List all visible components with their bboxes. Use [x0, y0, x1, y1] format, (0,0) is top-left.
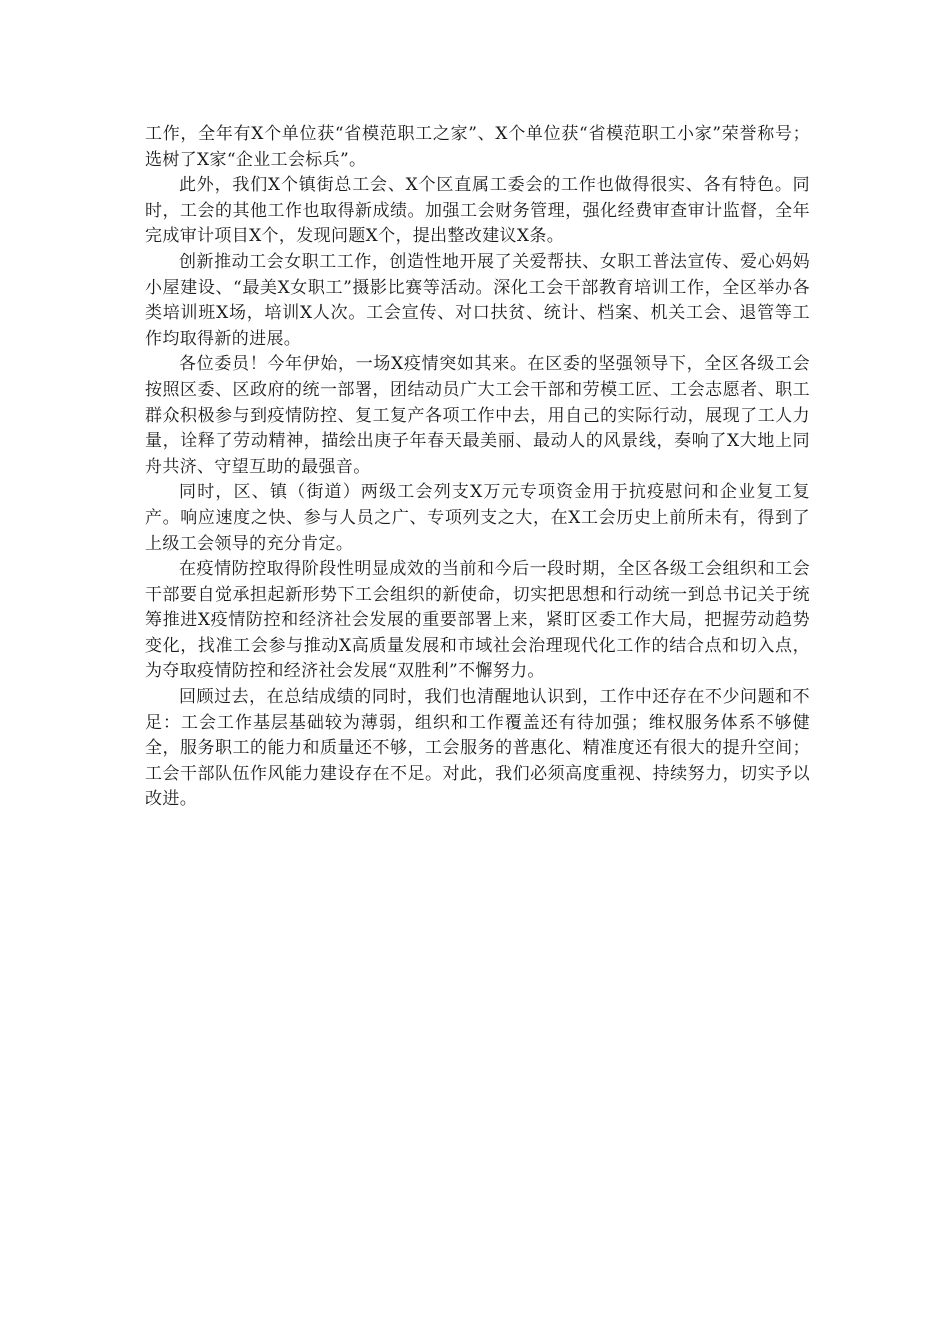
paragraph-future-tasks: 在疫情防控取得阶段性明显成效的当前和今后一段时期，全区各级工会组织和工会干部要自觉承担起新形势下工会组织的新使命，切实把思想和行动统一到总书记关于统筹推进X疫情防控和经济社会发展的重要部署上来，紧盯区委工作大局，把握劳动趋势变化，找准工会参与推动X高质量发展和市域社会治理现代化工作的结合点和切入点，为夺取疫情防控和经济社会发展“双胜利”不懈努力。 [145, 559, 810, 682]
paragraph-town-union-work: 此外，我们X个镇街总工会、X个区直属工委会的工作也做得很实、各有特色。同时，工会的其他工作也取得新成绩。加强工会财务管理，强化经费审查审计监督，全年完成审计项目X个，发现问题X个，提出整改建议X条。 [145, 175, 810, 247]
paragraph-special-funds: 同时，区、镇（街道）两级工会列支X万元专项资金用于抗疫慰问和企业复工复产。响应速度之快、参与人员之广、专项列支之大，在X工会历史上前所未有，得到了上级工会领导的充分肯定。 [145, 482, 810, 554]
paragraph-problems: 回顾过去，在总结成绩的同时，我们也清醒地认识到，工作中还存在不少问题和不足：工会工作基层基础较为薄弱，组织和工作覆盖还有待加强；维权服务体系不够健全，服务职工的能力和质量还不够，工会服务的普惠化、精准度还有很大的提升空间；工会干部队伍作风能力建设存在不足。对此，我们必须高度重视、持续努力，切实予以改进。 [145, 687, 810, 810]
document-page [145, 122, 810, 813]
paragraph-female-workers: 创新推动工会女职工工作，创造性地开展了关爱帮扶、女职工普法宣传、爱心妈妈小屋建设、“最美X女职工”摄影比赛等活动。深化工会干部教育培训工作，全区举办各类培训班X场，培训X人次。工会宣传、对口扶贫、统计、档案、机关工会、退管等工作均取得新的进展。 [145, 251, 810, 349]
paragraph-epidemic-response: 各位委员！今年伊始，一场X疫情突如其来。在区委的坚强领导下，全区各级工会按照区委、区政府的统一部署，团结动员广大工会干部和劳模工匠、工会志愿者、职工群众积极参与到疫情防控、复工复产各项工作中去，用自己的实际行动，展现了工人力量，诠释了劳动精神，描绘出庚子年春天最美丽、最动人的风景线，奏响了X大地上同舟共济、守望互助的最强音。 [145, 354, 810, 477]
paragraph-continued: 工作，全年有X个单位获“省模范职工之家”、X个单位获“省模范职工小家”荣誉称号；选树了X家“企业工会标兵”。 [145, 124, 810, 170]
